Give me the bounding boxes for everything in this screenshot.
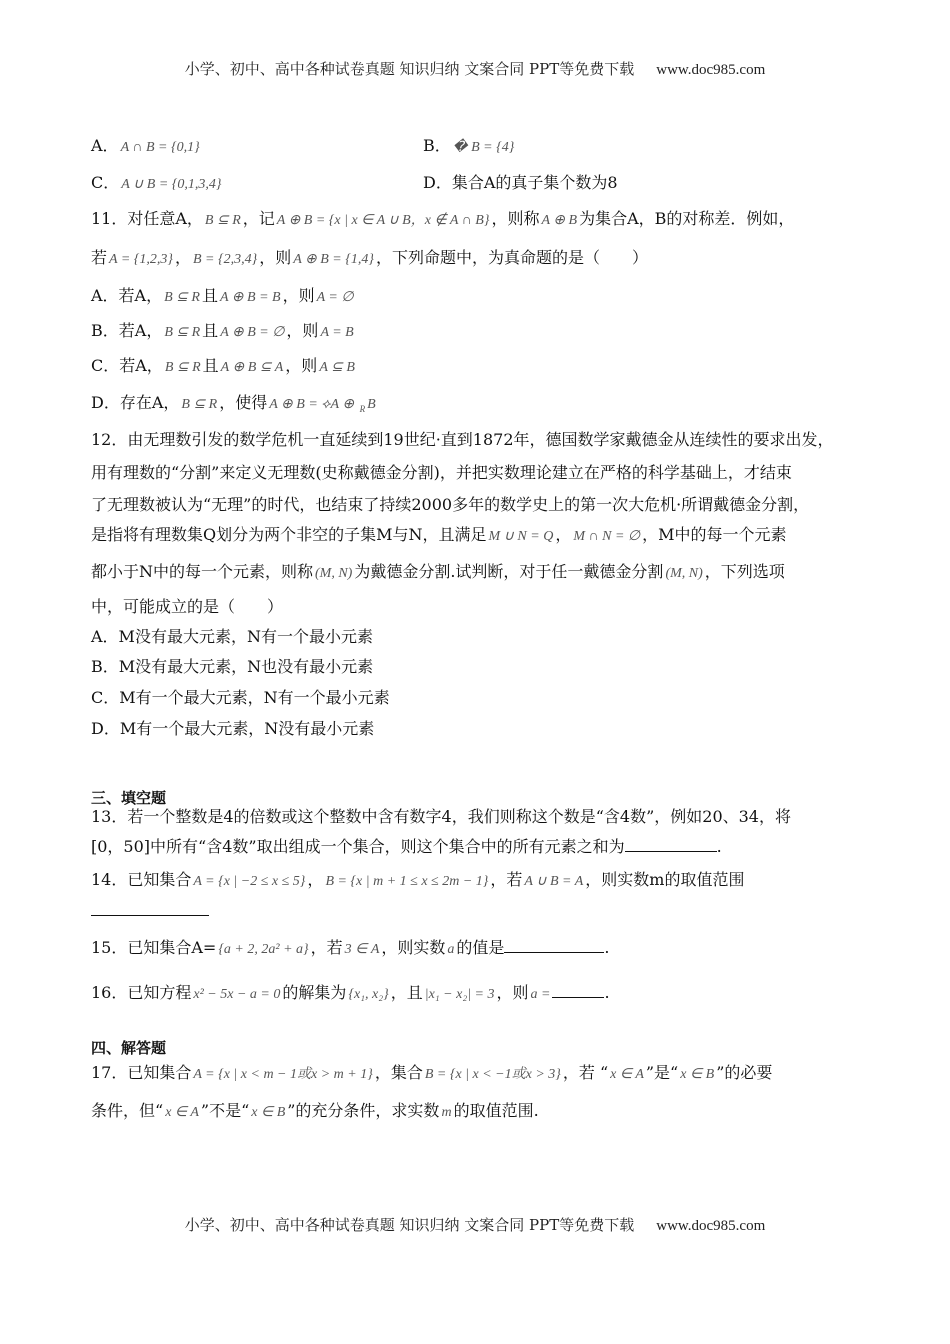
math-expr: �: [452, 140, 468, 155]
q11-stem-line1: 11．对任意A， B ⊆ R ，记 A ⊕ B = {x | x ∈ A ∪ B，x ∉ A ∩ B} ，则称 A ⊕ B 为集合A，B的对称差．例如，: [91, 209, 795, 228]
q16-line: 16．已知方程 x² − 5x − a = 0 的解集为 {x₁, x₂} ，且 |x₁ − x₂| = 3 ，则 a = .: [91, 983, 610, 1002]
q12-stem-line4: 是指将有理数集Q划分为两个非空的子集M与N，且满足 M ∪ N = Q ， M ∩ N = ∅ ，M中的每一个元素: [91, 525, 787, 544]
q10-option-d: D．集合A的真子集个数为8: [423, 173, 618, 192]
q17-line1: 17．已知集合 A = {x | x < m − 1或x > m + 1} ，集合 B = {x | x < −1或x > 3} ，若 “ x ∈ A ”是“ x ∈ B ”的必要: [91, 1063, 773, 1082]
page-header: [0, 58, 950, 79]
q11-stem-line2: 若 A = {1,2,3} ， B = {2,3,4} ，则 A ⊕ B = {1,4} ，下列命题中，为真命题的是（ ）: [91, 248, 648, 267]
q12-option-a: A．M没有最大元素，N有一个最小元素: [91, 627, 373, 646]
section-heading-answers: 四、解答题: [91, 1039, 167, 1057]
q13-line2: [0，50]中所有“含4数”取出组成一个集合，则这个集合中的所有元素之和为 .: [91, 837, 722, 856]
answer-blank[interactable]: [91, 901, 209, 916]
answer-blank[interactable]: [625, 837, 717, 852]
answer-blank[interactable]: [504, 938, 604, 953]
q12-stem-line1: 12．由无理数引发的数学危机一直延续到19世纪·直到1872年，德国数学家戴德金从连续性的要求出发，: [91, 430, 834, 449]
q12-option-c: C．M有一个最大元素，N有一个最小元素: [91, 688, 390, 707]
q10-option-b: B． � B = {4}: [423, 136, 515, 155]
q12-stem-line3: 了无理数被认为“无理”的时代，也结束了持续2000多年的数学史上的第一次大危机·所谓戴德金分割，: [91, 495, 810, 514]
q12-stem-line2: 用有理数的“分割”来定义无理数(史称戴德金分割)，并把实数理论建立在严格的科学基础上，才结束: [91, 463, 792, 482]
q11-option-c: C．若A， B ⊆ R 且 A ⊕ B ⊆ A ，则 A ⊆ B: [91, 356, 355, 375]
page-footer: [0, 1214, 950, 1235]
footer-url[interactable]: www.doc985.com: [656, 1218, 766, 1234]
q12-option-b: B．M没有最大元素，N也没有最小元素: [91, 657, 374, 676]
math-expr: B = {4}: [471, 140, 515, 155]
q14-answer-line: [91, 900, 209, 922]
q12-stem-line5: 都小于N中的每一个元素，则称 (M, N) 为戴德金分割.试判断，对于任一戴德金分割 (M, N) ，下列选项: [91, 562, 785, 581]
q13-line1: 13．若一个整数是4的倍数或这个整数中含有数字4，我们则称这个数是“含4数”，例如20、34，将: [91, 807, 791, 826]
q15-line: 15．已知集合A= {a + 2, 2a² + a} ，若 3 ∈ A ，则实数 a 的值是 .: [91, 938, 610, 957]
q10-option-a: A． A ∩ B = {0,1}: [91, 136, 200, 155]
q10-option-c: C． A ∪ B = {0,1,3,4}: [91, 173, 222, 192]
answer-blank[interactable]: [552, 983, 604, 998]
q11-option-d: D．存在A， B ⊆ R ，使得 A ⊕ B = ⟡A ⊕ $_R$ B: [91, 393, 376, 414]
header-title: 小学、初中、高中各种试卷真题 知识归纳 文案合同 PPT等免费下载: [184, 60, 635, 78]
section-heading-fill-in: 三、填空题: [91, 789, 167, 807]
q11-option-a: A．若A， B ⊆ R 且 A ⊕ B = B ，则 A = ∅: [91, 286, 354, 305]
header-url[interactable]: www.doc985.com: [656, 62, 766, 78]
q12-stem-line6: 中，可能成立的是（ ）: [91, 597, 284, 616]
math-expr: A ∩ B = {0,1}: [120, 140, 200, 155]
math-expr: A ∪ B = {0,1,3,4}: [121, 177, 222, 192]
q11-option-b: B．若A， B ⊆ R 且 A ⊕ B = ∅ ，则 A = B: [91, 321, 354, 340]
q14-line: 14．已知集合 A = {x | −2 ≤ x ≤ 5} ， B = {x | m + 1 ≤ x ≤ 2m − 1} ，若 A ∪ B = A ，则实数m的取值范围: [91, 870, 745, 889]
q17-line2: 条件，但“ x ∈ A ”不是“ x ∈ B ”的充分条件，求实数 m 的取值范围.: [91, 1101, 539, 1120]
q12-option-d: D．M有一个最大元素，N没有最小元素: [91, 719, 375, 738]
footer-title: 小学、初中、高中各种试卷真题 知识归纳 文案合同 PPT等免费下载: [184, 1216, 635, 1234]
